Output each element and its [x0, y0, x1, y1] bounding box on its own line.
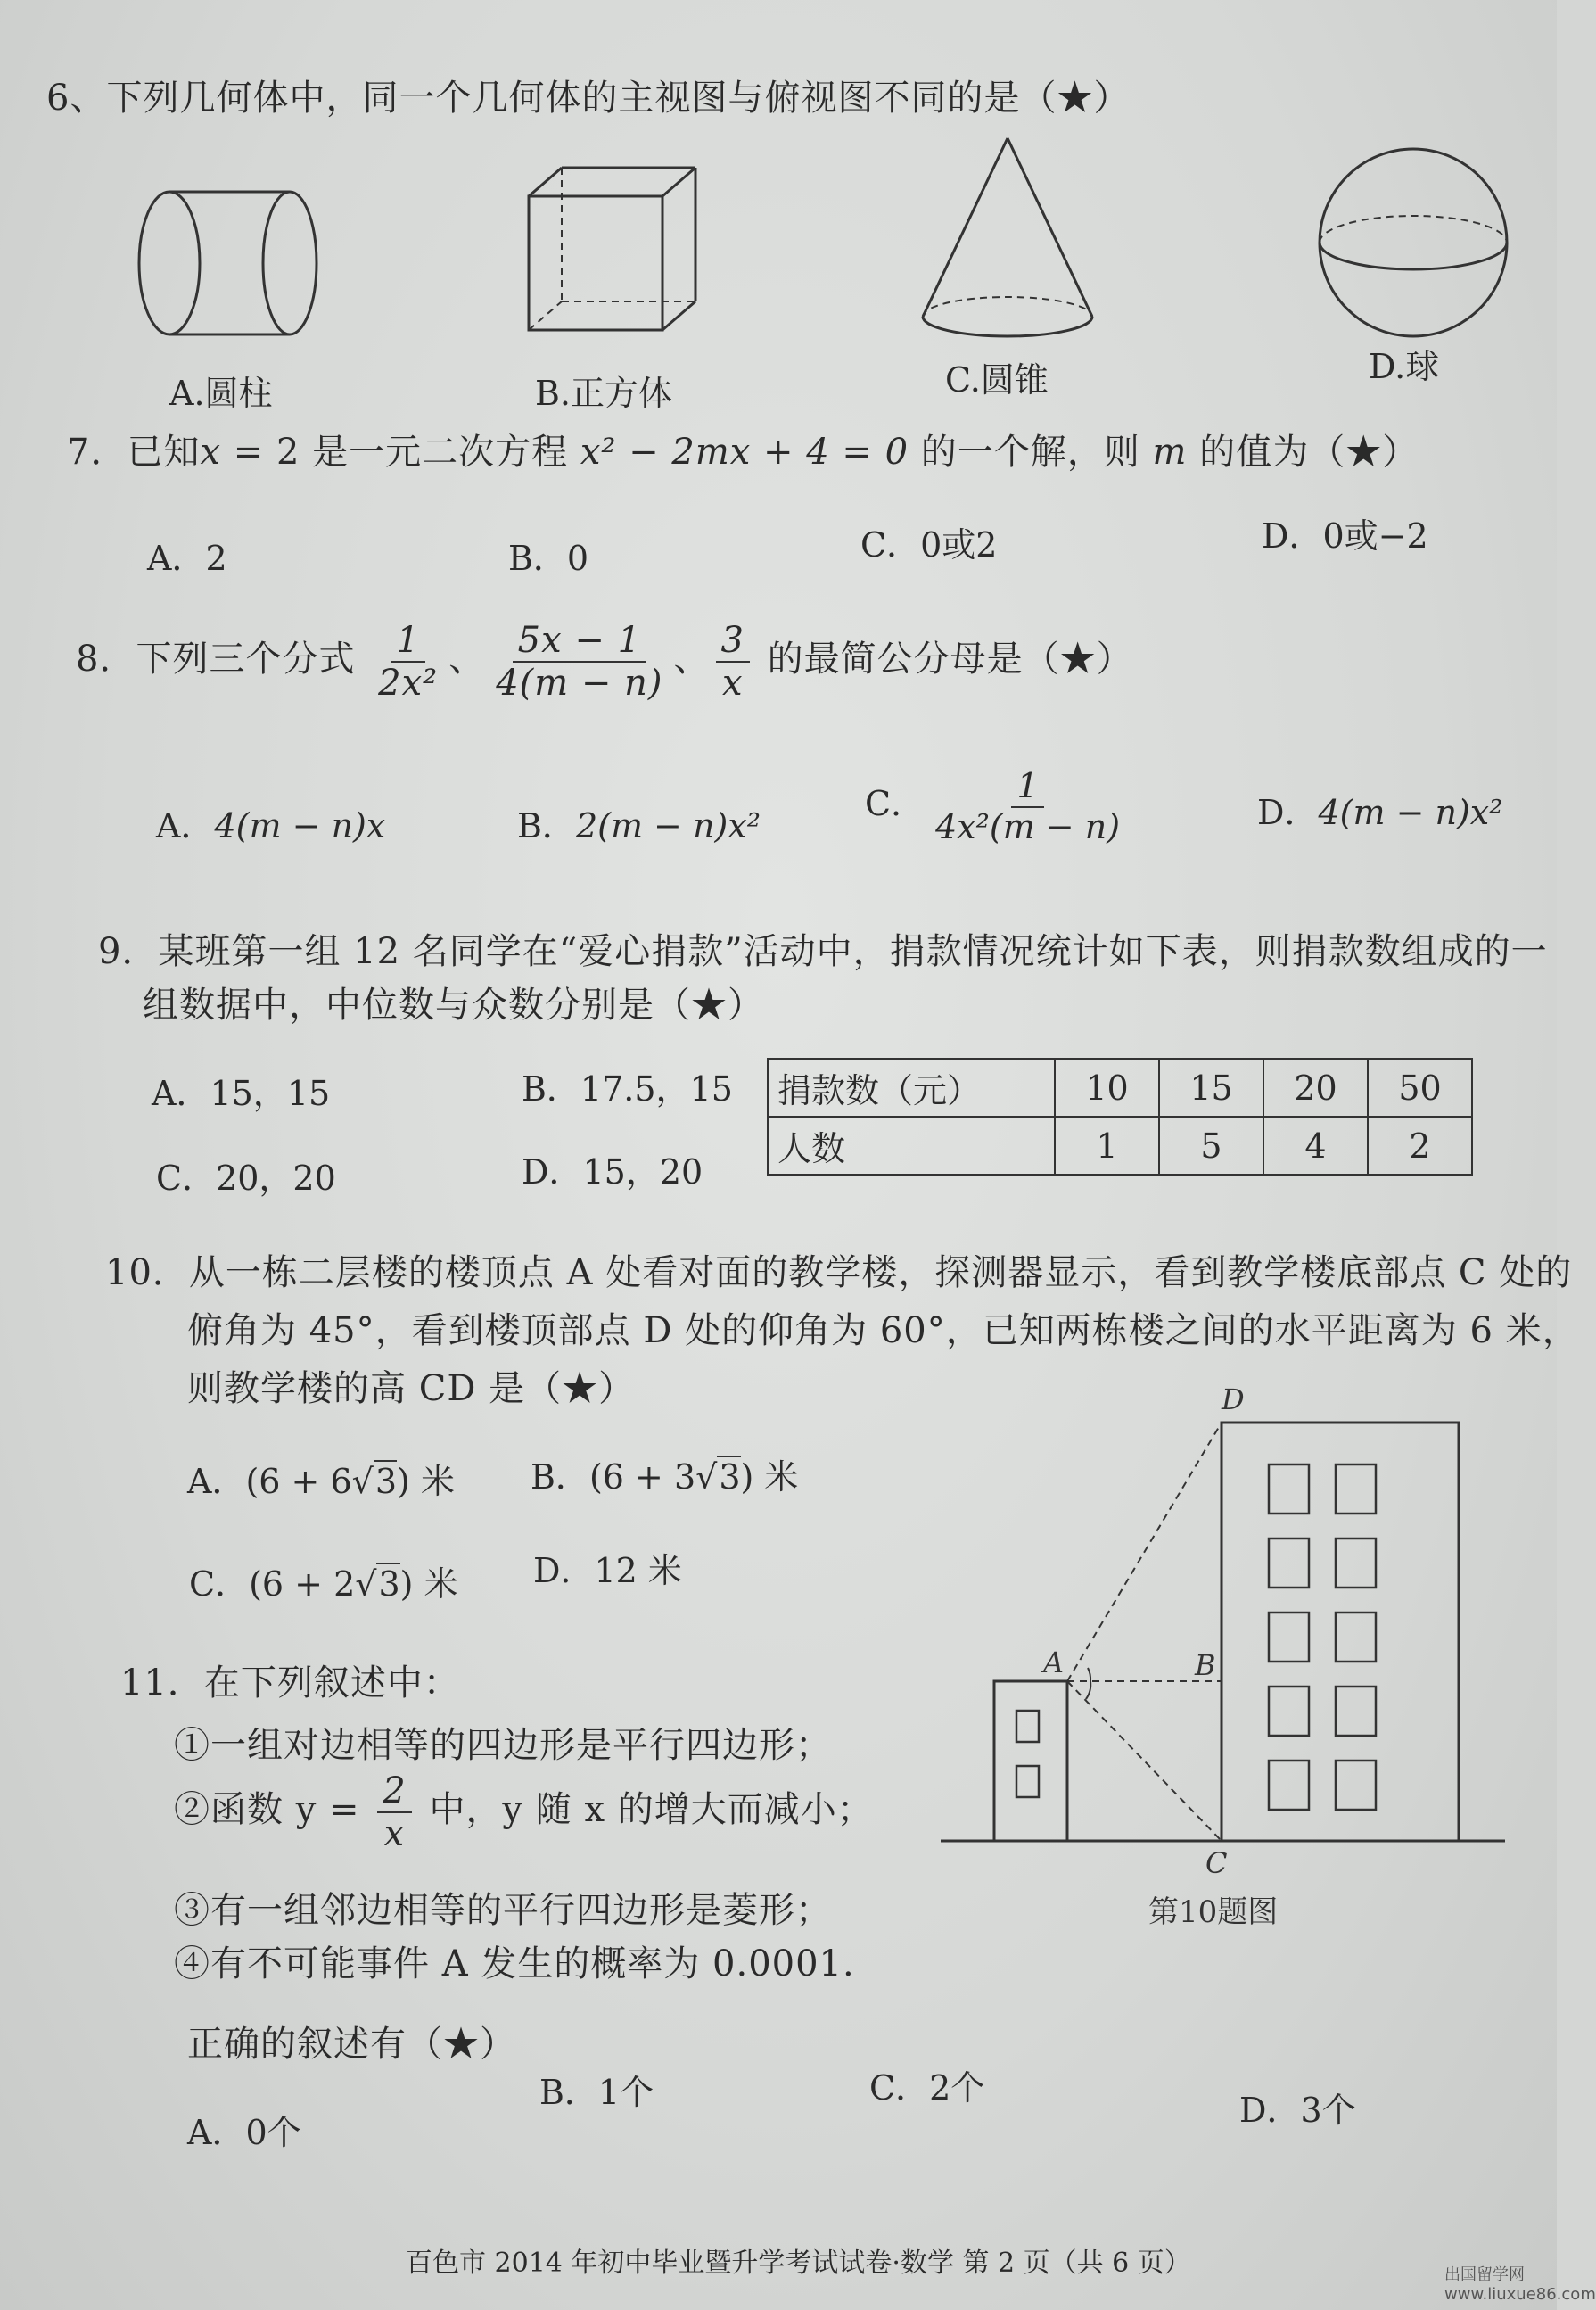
- q7-option-b: B．0: [508, 539, 589, 578]
- q8-fraction-2: $\frac{5x - 1}{4(m - n)}$: [496, 620, 663, 704]
- q10-stem-line3: 则教学楼的高 CD 是（★）: [187, 1368, 636, 1409]
- q10-stem-line1: 10．从一栋二层楼的楼顶点 A 处看对面的教学楼，探测器显示，看到教学楼底部点 C 处的: [105, 1252, 1573, 1293]
- q8-fraction-3: $\frac{3}{x}$: [716, 620, 750, 704]
- small-building-window: [1016, 1711, 1039, 1742]
- q11-option-d: D．3个: [1239, 2091, 1356, 2130]
- sight-line-ac: [1067, 1681, 1222, 1841]
- q8-option-c-fraction: $\frac{1}{\text{4x²(m − n)}}$: [935, 766, 1121, 846]
- sphere-figure: [1311, 143, 1516, 348]
- q9-option-a: A．15，15: [152, 1074, 331, 1113]
- q11-item-2: ②函数 y = $\frac{2}{x}$ 中，y 随 x 的增大而减小；: [174, 1770, 874, 1854]
- q10-option-c: C．(6 + 2√3) 米: [189, 1564, 458, 1604]
- table-cell: 10: [1055, 1059, 1159, 1117]
- q11-stem: 11．在下列叙述中：: [120, 1662, 460, 1704]
- donation-table: [767, 1058, 1473, 1176]
- q10-stem-line2: 俯角为 45°，看到楼顶部点 D 处的仰角为 60°，已知两栋楼之间的水平距离为 6 米，: [187, 1310, 1579, 1351]
- q6-option-c: C.圆锥: [945, 360, 1049, 400]
- cylinder-figure: [125, 178, 321, 348]
- table-header-cell: 捐款数（元）: [768, 1059, 1055, 1117]
- q8-stem: 8．下列三个分式 $\frac{1}{\text{2x²}}$ 、 $\frac{5x - 1}{4(m - n)}$ 、 $\frac{3}{x}$ 的最简公分母是（★）: [76, 620, 1133, 704]
- q11-fraction: $\frac{2}{x}$: [377, 1770, 411, 1854]
- q7-option-d: D．0或−2: [1262, 516, 1428, 556]
- page-footer: 百色市 2014 年初中毕业暨升学考试试卷·数学 第 2 页（共 6 页）: [406, 2248, 1191, 2279]
- q8-fraction-1: $\frac{1}{\text{2x²}}$: [378, 620, 439, 704]
- table-cell: 50: [1368, 1059, 1472, 1117]
- q10-figure: [927, 1374, 1516, 1944]
- point-label-d: D: [1222, 1382, 1245, 1416]
- q9-option-d: D．15，20: [522, 1152, 703, 1192]
- q6-option-a: A.圆柱: [169, 374, 273, 413]
- q10-option-d: D．12 米: [533, 1551, 682, 1590]
- small-building-window: [1016, 1766, 1039, 1797]
- q8-option-c: C． $\frac{1}{\text{4x²(m − n)}}$: [865, 767, 1131, 846]
- q10-option-b: B．(6 + 3√3) 米: [531, 1457, 799, 1497]
- table-row: [768, 1059, 1472, 1117]
- figure-caption: 第10题图: [1148, 1894, 1279, 1930]
- q11-option-a: A．0个: [187, 2113, 301, 2152]
- table-header-cell: 人数: [768, 1117, 1055, 1175]
- sight-line-ad: [1067, 1423, 1222, 1681]
- q10-option-a: A．(6 + 6√3) 米: [187, 1462, 455, 1501]
- cube-figure: [522, 161, 700, 339]
- q6-stem: 6、下列几何体中，同一个几何体的主视图与俯视图不同的是（★）: [46, 78, 1131, 119]
- q11-option-c: C．2个: [869, 2068, 985, 2108]
- watermark: 出国留学网 www.liuxue86.com: [1444, 2265, 1596, 2304]
- q11-item-3: ③有一组邻边相等的平行四边形是菱形；: [174, 1890, 832, 1931]
- q8-option-b: B．2(m − n)x²: [517, 806, 761, 846]
- q7-option-c: C．0或2: [860, 525, 998, 565]
- table-row: [768, 1117, 1472, 1175]
- table-cell: 20: [1263, 1059, 1368, 1117]
- q7-option-a: A．2: [147, 539, 227, 578]
- q6-option-d: D.球: [1369, 347, 1440, 386]
- point-label-a: A: [1043, 1646, 1065, 1679]
- q9-option-c: C．20，20: [156, 1159, 336, 1198]
- q8-option-d: D．4(m − n)x²: [1257, 793, 1503, 832]
- cone-figure: [914, 134, 1101, 339]
- q8-option-a: A．4(m − n)x: [156, 806, 386, 846]
- q11-item-4: ④有不可能事件 A 发生的概率为 0.0001.: [174, 1943, 855, 1984]
- table-cell: 4: [1263, 1117, 1368, 1175]
- table-cell: 1: [1055, 1117, 1159, 1175]
- angle-arc-down: [1086, 1681, 1090, 1699]
- teaching-building-windows: [1269, 1464, 1376, 1810]
- q9-stem-line1: 9．某班第一组 12 名同学在“爱心捐款”活动中，捐款情况统计如下表，则捐款数组成的一: [98, 931, 1548, 972]
- q7-stem: 7．已知x = 2 是一元二次方程 x² − 2mx + 4 = 0 的一个解，则 m 的值为（★）: [67, 432, 1419, 473]
- q9-option-b: B．17.5，15: [522, 1069, 733, 1109]
- small-building: [994, 1681, 1067, 1841]
- table-cell: 15: [1159, 1059, 1263, 1117]
- point-label-b: B: [1195, 1648, 1216, 1682]
- q6-option-b: B.正方体: [535, 374, 673, 413]
- q9-stem-line2: 组数据中，中位数与众数分别是（★）: [143, 985, 764, 1026]
- angle-arc-up: [1088, 1668, 1090, 1681]
- table-cell: 5: [1159, 1117, 1263, 1175]
- q11-conclusion: 正确的叙述有（★）: [187, 2024, 516, 2065]
- table-cell: 2: [1368, 1117, 1472, 1175]
- point-label-c: C: [1205, 1846, 1228, 1880]
- q11-option-b: B．1个: [539, 2073, 654, 2112]
- q11-item-1: ①一组对边相等的四边形是平行四边形；: [174, 1725, 832, 1766]
- teaching-building: [1222, 1423, 1459, 1841]
